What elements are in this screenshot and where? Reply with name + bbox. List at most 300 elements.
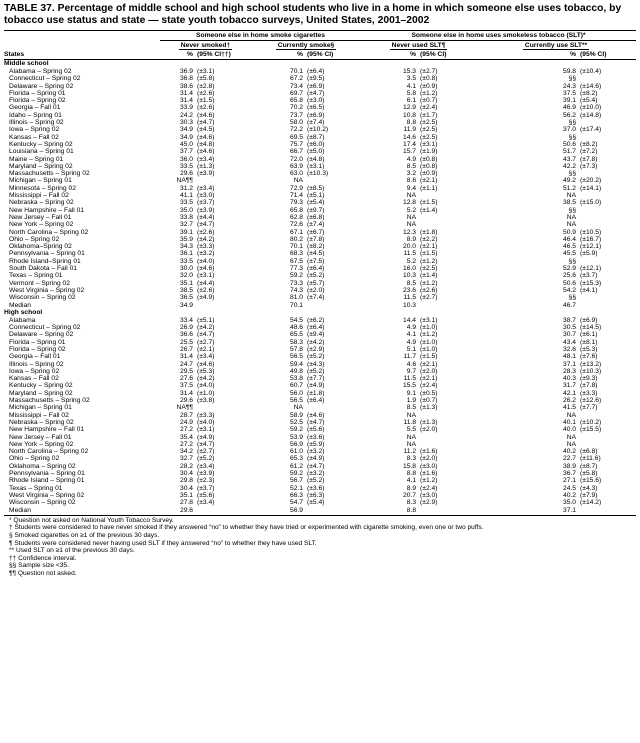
state-cell: Florida – Spring 01 bbox=[9, 338, 66, 346]
percent-cell: §§ bbox=[568, 170, 577, 178]
percent-cell: 68.3 bbox=[289, 250, 303, 258]
table-row bbox=[4, 112, 636, 119]
percent-cell: 33.5 bbox=[179, 257, 193, 265]
percent-cell: 45.5 bbox=[563, 250, 577, 258]
ci-cell: (±3.4) bbox=[197, 499, 215, 507]
ci-cell bbox=[576, 434, 636, 441]
ci-cell: (±1.0) bbox=[420, 345, 438, 353]
ci-cell: (±1.4) bbox=[420, 206, 438, 214]
percent-cell: 22.7 bbox=[563, 455, 577, 463]
ci-cell: (±7.9) bbox=[580, 491, 598, 499]
table-row bbox=[4, 441, 636, 448]
ci-cell: (±4.6) bbox=[197, 133, 215, 141]
percent-cell: 65.3 bbox=[289, 455, 303, 463]
ci-cell: (±8.7) bbox=[580, 462, 598, 470]
ci-cell: (±5.2) bbox=[307, 353, 325, 361]
ci-cell: (±5.3) bbox=[580, 345, 598, 353]
table-row bbox=[4, 185, 636, 192]
percent-cell: 36.9 bbox=[179, 68, 193, 75]
percent-cell: 53.8 bbox=[289, 375, 303, 383]
table-row bbox=[4, 207, 636, 214]
ci-cell bbox=[576, 294, 636, 301]
ci-cell: (±0.9) bbox=[420, 82, 438, 90]
ci-cell: (±15.3) bbox=[580, 279, 602, 287]
percent-cell: 25.5 bbox=[179, 338, 193, 346]
ci-cell: (±1.2) bbox=[420, 257, 438, 265]
ci-cell: (±5.6) bbox=[307, 426, 325, 434]
state-cell: Pennsylvania – Spring 01 bbox=[9, 470, 85, 478]
ci-cell bbox=[193, 507, 251, 514]
percent-cell: 30.0 bbox=[179, 265, 193, 273]
percent-cell: 32.0 bbox=[179, 272, 193, 280]
ci-cell: (±2.5) bbox=[420, 126, 438, 134]
percent-cell: 33.5 bbox=[179, 199, 193, 207]
percent-cell: 58.3 bbox=[289, 338, 303, 346]
ci-cell: (±2.7) bbox=[420, 294, 438, 302]
state-cell: West Virginia – Spring 02 bbox=[9, 286, 85, 294]
ci-cell: (±1.3) bbox=[420, 418, 438, 426]
percent-cell: 30.5 bbox=[563, 324, 577, 332]
table-row bbox=[4, 412, 636, 419]
ci-cell: (±3.0) bbox=[197, 192, 215, 200]
percent-cell: 24.7 bbox=[179, 360, 193, 368]
section-label: High school bbox=[4, 308, 43, 316]
percent-cell: 31.2 bbox=[179, 184, 193, 192]
ci-cell: (±3.1) bbox=[420, 316, 438, 324]
percent-cell: 20.0 bbox=[403, 243, 417, 251]
table-row bbox=[4, 470, 636, 477]
ci-cell: (±1.6) bbox=[420, 448, 438, 456]
percent-cell: 37.7 bbox=[179, 148, 193, 156]
ci-cell bbox=[416, 302, 476, 309]
percent-cell: 45.0 bbox=[179, 140, 193, 148]
percent-cell: 52.9 bbox=[563, 265, 577, 273]
ci-cell: (±3.4) bbox=[197, 155, 215, 163]
table-row bbox=[4, 280, 636, 287]
percent-cell: 67.2 bbox=[289, 75, 303, 83]
percent-cell: 4.9 bbox=[406, 324, 417, 332]
ci-cell: (±1.8) bbox=[420, 228, 438, 236]
percent-cell: NA¶¶ bbox=[176, 404, 193, 412]
ci-cell: (±2.0) bbox=[420, 426, 438, 434]
ci-cell: (±2.7) bbox=[197, 338, 215, 346]
ci-cell: (±10.2) bbox=[580, 418, 602, 426]
ci-cell: (±1.5) bbox=[197, 97, 215, 105]
percent-cell: 33.9 bbox=[179, 104, 193, 112]
ci-cell bbox=[576, 258, 636, 265]
table-row bbox=[4, 353, 636, 360]
percent-cell: NA bbox=[566, 440, 577, 448]
ci-cell: (±2.5) bbox=[420, 133, 438, 141]
ci-cell: (±2.6) bbox=[197, 104, 215, 112]
ci-cell: (±15.0) bbox=[580, 199, 602, 207]
percent-cell: 38.7 bbox=[563, 316, 577, 324]
percent-cell: 71.4 bbox=[289, 192, 303, 200]
ci-cell: (±8.2) bbox=[580, 140, 598, 148]
ci-cell bbox=[576, 302, 636, 309]
ci-cell: (±2.4) bbox=[420, 382, 438, 390]
ci-cell: (±1.0) bbox=[420, 338, 438, 346]
state-cell: Ohio – Spring 02 bbox=[9, 235, 60, 243]
table-row bbox=[4, 419, 636, 426]
state-cell: Florida – Spring 02 bbox=[9, 345, 66, 353]
ci-cell: (±4.9) bbox=[307, 455, 325, 463]
percent-cell: 29.8 bbox=[179, 477, 193, 485]
ci-cell: (±4.5) bbox=[197, 126, 215, 134]
table-row bbox=[4, 317, 636, 324]
state-cell: Georgia – Fall 01 bbox=[9, 104, 61, 112]
percent-cell: 11.5 bbox=[403, 294, 417, 302]
ci-cell: (±1.1) bbox=[420, 184, 438, 192]
percent-cell: 70.2 bbox=[289, 104, 303, 112]
col-header-ci: (95% CI) bbox=[303, 50, 361, 60]
ci-cell: (±1.2) bbox=[420, 279, 438, 287]
percent-cell: 26.2 bbox=[563, 397, 577, 405]
ci-cell: (±1.7) bbox=[420, 111, 438, 119]
ci-cell: (±2.6) bbox=[420, 286, 438, 294]
ci-cell: (±2.6) bbox=[197, 286, 215, 294]
percent-cell: 12.9 bbox=[403, 104, 417, 112]
table-title: TABLE 37. Percentage of middle school and high school students who live in a home in which someone else uses tobacco, by tobacco use status and state — state youth tobacco surveys, United States, 2001–2002 bbox=[4, 3, 622, 26]
state-cell: South Dakota – Fall 01 bbox=[9, 265, 78, 273]
percent-cell: 5.5 bbox=[406, 426, 417, 434]
percent-cell: 9.4 bbox=[406, 184, 417, 192]
state-cell: Nebraska – Spring 02 bbox=[9, 199, 74, 207]
state-cell: Rhode Island–Spring 01 bbox=[9, 257, 81, 265]
ci-cell: (±4.0) bbox=[197, 382, 215, 390]
ci-cell: (±3.7) bbox=[580, 272, 598, 280]
percent-cell: 62.8 bbox=[289, 213, 303, 221]
state-cell: Iowa – Spring 02 bbox=[9, 367, 60, 375]
percent-cell: 8.9 bbox=[406, 484, 417, 492]
table-row bbox=[4, 141, 636, 148]
state-cell: Illinois – Spring 02 bbox=[9, 119, 64, 127]
percent-cell: 12.3 bbox=[403, 228, 417, 236]
table-row bbox=[4, 75, 636, 82]
table-row bbox=[4, 68, 636, 75]
ci-cell: (±10.3) bbox=[580, 367, 602, 375]
footnote: § Smoked cigarettes on ≥1 of the previous 30 days. bbox=[9, 532, 160, 539]
state-cell: Rhode Island – Spring 01 bbox=[9, 477, 85, 485]
table-row bbox=[4, 97, 636, 104]
ci-cell: (±0.9) bbox=[420, 170, 438, 178]
ci-cell: (±6.4) bbox=[307, 265, 325, 273]
ci-cell: (±2.9) bbox=[420, 499, 438, 507]
percent-cell: 32.7 bbox=[179, 455, 193, 463]
ci-cell: (±4.7) bbox=[197, 119, 215, 127]
ci-cell: (±13.2) bbox=[580, 360, 602, 368]
table-row bbox=[4, 148, 636, 155]
ci-cell: (±4.2) bbox=[197, 324, 215, 332]
ci-cell: (±6.9) bbox=[307, 82, 325, 90]
ci-cell bbox=[303, 302, 361, 309]
percent-cell: 33.4 bbox=[179, 316, 193, 324]
percent-cell: 28.7 bbox=[179, 411, 193, 419]
state-cell: Michigan – Spring 01 bbox=[9, 177, 72, 185]
percent-cell: 36.6 bbox=[179, 331, 193, 339]
percent-cell: 27.6 bbox=[179, 375, 193, 383]
percent-cell: 29.6 bbox=[179, 170, 193, 178]
ci-cell: (±3.2) bbox=[307, 448, 325, 456]
state-cell: Michigan – Spring 01 bbox=[9, 404, 72, 412]
percent-cell: 75.7 bbox=[289, 140, 303, 148]
ci-cell: (±3.7) bbox=[197, 199, 215, 207]
percent-cell: 8.6 bbox=[406, 177, 417, 185]
percent-cell: 65.8 bbox=[289, 97, 303, 105]
table-row bbox=[4, 499, 636, 506]
percent-cell: §§ bbox=[568, 75, 577, 83]
percent-cell: 31.4 bbox=[179, 89, 193, 97]
percent-cell: 40.3 bbox=[563, 375, 577, 383]
percent-cell: 35.9 bbox=[179, 235, 193, 243]
ci-cell: (±6.9) bbox=[307, 111, 325, 119]
ci-cell: (±5.2) bbox=[307, 477, 325, 485]
state-cell: Texas – Spring 01 bbox=[9, 272, 63, 280]
section-header bbox=[4, 309, 636, 317]
ci-cell: (±5.4) bbox=[307, 499, 325, 507]
ci-cell: (±4.7) bbox=[307, 462, 325, 470]
percent-cell: 8.8 bbox=[406, 506, 417, 514]
ci-cell: (±6.5) bbox=[307, 104, 325, 112]
ci-cell: (±8.5) bbox=[307, 184, 325, 192]
percent-cell: 29.6 bbox=[179, 506, 193, 514]
state-cell: Massachusetts – Spring 02 bbox=[9, 397, 90, 405]
ci-cell: (±4.2) bbox=[197, 375, 215, 383]
percent-cell: 37.0 bbox=[563, 126, 577, 134]
ci-cell: (±9.4) bbox=[307, 331, 325, 339]
footnote: §§ Sample size <35. bbox=[9, 562, 69, 570]
ci-cell: (±4.6) bbox=[197, 265, 215, 273]
ci-cell: (±3.8) bbox=[197, 397, 215, 405]
ci-cell: (±14.8) bbox=[580, 111, 602, 119]
percent-cell: 29.6 bbox=[179, 397, 193, 405]
percent-cell: 59.2 bbox=[289, 272, 303, 280]
percent-cell: 56.2 bbox=[563, 111, 577, 119]
percent-cell: 27.2 bbox=[179, 440, 193, 448]
ci-cell: (±9.3) bbox=[580, 375, 598, 383]
ci-cell: (±2.7) bbox=[197, 448, 215, 456]
group-header-cigarettes: Someone else in home smoke cigarettes bbox=[160, 31, 361, 41]
ci-cell: (±2.3) bbox=[197, 477, 215, 485]
ci-cell: (±7.4) bbox=[307, 119, 325, 127]
ci-cell: (±2.6) bbox=[197, 228, 215, 236]
percent-cell: §§ bbox=[568, 294, 577, 302]
ci-cell: (±4.6) bbox=[197, 111, 215, 119]
ci-cell bbox=[576, 170, 636, 177]
percent-cell: 8.5 bbox=[406, 162, 417, 170]
table-row bbox=[4, 156, 636, 163]
state-cell: New York – Spring 02 bbox=[9, 440, 74, 448]
state-cell: Ohio – Spring 02 bbox=[9, 455, 60, 463]
ci-cell: (±3.9) bbox=[197, 170, 215, 178]
ci-cell: (±2.4) bbox=[420, 484, 438, 492]
percent-cell: 60.7 bbox=[289, 382, 303, 390]
table-row bbox=[4, 477, 636, 484]
ci-cell: (±0.7) bbox=[420, 97, 438, 105]
ci-cell: (±4.7) bbox=[197, 221, 215, 229]
percent-cell: NA bbox=[406, 440, 417, 448]
ci-cell: (±2.6) bbox=[197, 89, 215, 97]
footnote: * Question not asked on National Youth Tobacco Survey. bbox=[9, 516, 174, 524]
percent-cell: 59.4 bbox=[289, 360, 303, 368]
footnote: ** Used SLT on ≥1 of the previous 30 days. bbox=[9, 547, 135, 555]
ci-cell: (±3.6) bbox=[307, 484, 325, 492]
percent-cell: 30.3 bbox=[179, 119, 193, 127]
ci-cell: (±7.7) bbox=[307, 375, 325, 383]
ci-cell: (±8.2) bbox=[307, 243, 325, 251]
state-cell: Maine – Spring 01 bbox=[9, 155, 64, 163]
percent-cell: 24.5 bbox=[563, 484, 577, 492]
percent-cell: NA bbox=[566, 433, 577, 441]
ci-cell: (±3.3) bbox=[197, 411, 215, 419]
table-row bbox=[4, 463, 636, 470]
ci-cell: (±4.3) bbox=[307, 360, 325, 368]
percent-cell: NA bbox=[566, 213, 577, 221]
percent-cell: 15.3 bbox=[403, 68, 417, 75]
state-cell: New Jersey – Fall 01 bbox=[9, 213, 72, 221]
percent-cell: 16.0 bbox=[403, 265, 417, 273]
percent-cell: 34.9 bbox=[179, 301, 193, 309]
col-header-pct: % bbox=[160, 50, 193, 60]
percent-cell: 53.9 bbox=[289, 433, 303, 441]
col-header-pct: % bbox=[476, 50, 576, 60]
ci-cell: (±7.7) bbox=[580, 404, 598, 412]
ci-cell: (±5.0) bbox=[307, 148, 325, 156]
percent-cell: 74.3 bbox=[289, 286, 303, 294]
percent-cell: 3.5 bbox=[406, 75, 417, 83]
ci-cell: (±6.8) bbox=[307, 213, 325, 221]
subgroup-never-smoked: Never smoked† bbox=[180, 42, 231, 49]
state-cell: Kentucky – Spring 02 bbox=[9, 140, 73, 148]
ci-cell bbox=[416, 192, 476, 199]
percent-cell: 37.5 bbox=[179, 382, 193, 390]
ci-cell: (±7.4) bbox=[307, 294, 325, 302]
percent-cell: 6.1 bbox=[406, 97, 417, 105]
ci-cell: (±5.2) bbox=[307, 272, 325, 280]
percent-cell: 31.4 bbox=[179, 353, 193, 361]
ci-cell: (±6.7) bbox=[307, 228, 325, 236]
percent-cell: 46.7 bbox=[563, 301, 577, 309]
percent-cell: 4.1 bbox=[406, 82, 417, 90]
table-row bbox=[4, 294, 636, 301]
percent-cell: 9.7 bbox=[406, 367, 417, 375]
table-row bbox=[4, 448, 636, 455]
ci-cell: (±6.1) bbox=[580, 331, 598, 339]
percent-cell: 46.4 bbox=[563, 235, 577, 243]
ci-cell: (±4.7) bbox=[197, 440, 215, 448]
ci-cell: (±0.7) bbox=[420, 397, 438, 405]
state-cell: New Jersey – Fall 01 bbox=[9, 433, 72, 441]
percent-cell: 1.9 bbox=[406, 397, 417, 405]
percent-cell: 35.0 bbox=[179, 206, 193, 214]
ci-cell: (±3.0) bbox=[307, 97, 325, 105]
state-cell: West Virginia – Spring 02 bbox=[9, 491, 85, 499]
state-cell: Delaware – Spring 02 bbox=[9, 82, 74, 90]
ci-cell: (±2.2) bbox=[420, 235, 438, 243]
percent-cell: 8.3 bbox=[406, 499, 417, 507]
state-cell: Pennsylvania – Spring 01 bbox=[9, 250, 85, 258]
percent-cell: 27.8 bbox=[179, 499, 193, 507]
percent-cell: 66.7 bbox=[289, 148, 303, 156]
ci-cell bbox=[416, 507, 476, 514]
percent-cell: 8.8 bbox=[406, 470, 417, 478]
footnote: ¶ Students were considered never having used SLT if they answered “no” to whether they have used SLT. bbox=[9, 539, 317, 547]
ci-cell: (±8.2) bbox=[580, 89, 598, 97]
table-row bbox=[4, 134, 636, 141]
ci-cell: (±5.6) bbox=[197, 491, 215, 499]
ci-cell bbox=[576, 441, 636, 448]
percent-cell: NA bbox=[566, 411, 577, 419]
table-row bbox=[4, 404, 636, 411]
state-cell: Kentucky – Spring 02 bbox=[9, 382, 73, 390]
ci-cell: (±10.0) bbox=[580, 104, 602, 112]
table-row bbox=[4, 324, 636, 331]
percent-cell: 50.9 bbox=[563, 228, 577, 236]
percent-cell: 73.7 bbox=[289, 111, 303, 119]
percent-cell: 28.2 bbox=[179, 462, 193, 470]
percent-cell: 29.5 bbox=[179, 367, 193, 375]
percent-cell: 40.2 bbox=[563, 448, 577, 456]
column-header-row bbox=[4, 50, 636, 60]
table-row bbox=[4, 83, 636, 90]
percent-cell: 8.5 bbox=[406, 279, 417, 287]
ci-cell: (±5.4) bbox=[580, 97, 598, 105]
ci-cell: (±7.4) bbox=[307, 221, 325, 229]
state-cell: Alabama – Spring 02 bbox=[9, 68, 72, 75]
ci-cell: (±3.3) bbox=[580, 389, 598, 397]
ci-cell: (±10.2) bbox=[307, 126, 329, 134]
percent-cell: 32.6 bbox=[563, 345, 577, 353]
state-cell: Oklahoma – Spring 02 bbox=[9, 462, 76, 470]
table-row bbox=[4, 170, 636, 177]
ci-cell: (±1.2) bbox=[420, 477, 438, 485]
percent-cell: 56.0 bbox=[289, 389, 303, 397]
percent-cell: 12.8 bbox=[403, 199, 417, 207]
percent-cell: 59.2 bbox=[289, 426, 303, 434]
percent-cell: 5.2 bbox=[406, 257, 417, 265]
table-row bbox=[4, 119, 636, 126]
percent-cell: 43.4 bbox=[563, 338, 577, 346]
ci-cell: (±3.2) bbox=[197, 250, 215, 258]
percent-cell: 54.5 bbox=[289, 316, 303, 324]
ci-cell bbox=[303, 404, 361, 411]
percent-cell: §§ bbox=[568, 257, 577, 265]
ci-cell: (±14.2) bbox=[580, 499, 602, 507]
state-cell: North Carolina – Spring 02 bbox=[9, 228, 89, 236]
ci-cell bbox=[416, 214, 476, 221]
ci-cell: (±10.4) bbox=[580, 68, 602, 75]
percent-cell: 31.7 bbox=[563, 382, 577, 390]
ci-cell bbox=[416, 412, 476, 419]
section-label: Middle school bbox=[4, 60, 49, 67]
percent-cell: 73.4 bbox=[289, 82, 303, 90]
percent-cell: 63.0 bbox=[289, 170, 303, 178]
percent-cell: 56.9 bbox=[289, 506, 303, 514]
state-cell: Connecticut – Spring 02 bbox=[9, 324, 81, 332]
percent-cell: 5.8 bbox=[406, 89, 417, 97]
state-cell: New Hampshire – Fall 01 bbox=[9, 426, 85, 434]
ci-cell bbox=[303, 507, 361, 514]
percent-cell: 25.6 bbox=[563, 272, 577, 280]
percent-cell: 33.8 bbox=[179, 213, 193, 221]
percent-cell: 9.1 bbox=[406, 389, 417, 397]
percent-cell: 11.9 bbox=[403, 126, 417, 134]
ci-cell: (±1.4) bbox=[420, 272, 438, 280]
percent-cell: §§ bbox=[568, 206, 577, 214]
state-cell: North Carolina – Spring 02 bbox=[9, 448, 89, 456]
percent-cell: 17.4 bbox=[403, 140, 417, 148]
state-cell: Mississippi – Fall 02 bbox=[9, 411, 69, 419]
